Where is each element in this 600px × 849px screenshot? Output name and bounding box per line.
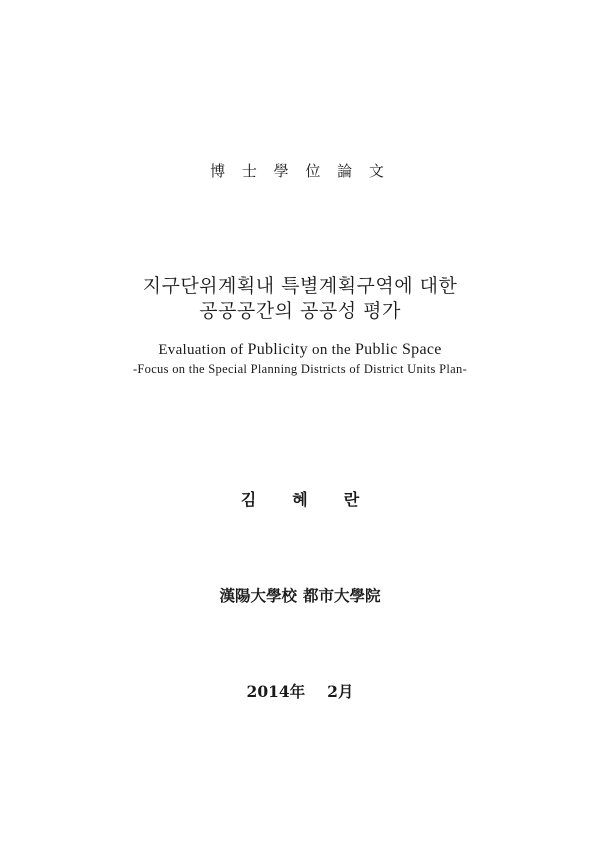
english-title-part-4: Public Space bbox=[354, 341, 442, 358]
korean-title-line-1: 지구단위계획내 특별계획구역에 대한 bbox=[142, 275, 458, 297]
university-name: 漢陽大學校 bbox=[219, 586, 297, 605]
english-title bbox=[0, 341, 600, 359]
english-subtitle: -Focus on the Special Planning Districts of District Units Plan- bbox=[132, 362, 468, 376]
author-char-3: 란 bbox=[343, 490, 360, 509]
degree-heading: 博 士 學 位 論 文 bbox=[210, 162, 390, 180]
graduate-school-name: 都市大學院 bbox=[303, 586, 381, 605]
english-title-part-3: on the bbox=[307, 342, 355, 358]
english-title-part-1: Evaluation of bbox=[158, 342, 248, 358]
date-month: 2月 bbox=[327, 682, 354, 701]
author-name bbox=[0, 487, 600, 510]
korean-title-line-2: 공공공간의 공공성 평가 bbox=[199, 300, 401, 322]
author-char-2: 혜 bbox=[292, 490, 308, 509]
date-year: 2014年 bbox=[246, 682, 306, 701]
english-title-part-2: Publicity bbox=[247, 341, 308, 358]
submission-date bbox=[0, 680, 600, 702]
school-name bbox=[0, 584, 600, 606]
author-char-1: 김 bbox=[240, 490, 257, 509]
